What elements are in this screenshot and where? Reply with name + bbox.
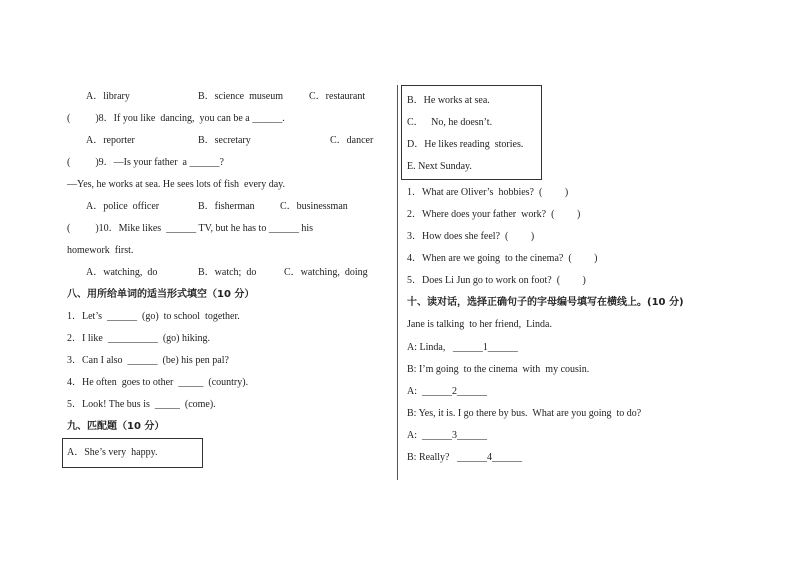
q7-option-b: B．science museum [198, 91, 283, 102]
section8-item: 1．Let’s ______ (go) to school together. [67, 311, 240, 322]
match-question: 4．When are we going to the cinema? ( ) [407, 253, 598, 264]
q10-option-c: C．watching, doing [284, 267, 368, 278]
q10-option-b: B．watch; do [198, 267, 257, 278]
match-option-a: A．She’s very happy. [67, 447, 158, 458]
q8-option-c: C．dancer [330, 135, 374, 146]
match-option: B．He works at sea. [407, 95, 490, 106]
q9-stem: ( )9．—Is your father a ______? [67, 157, 224, 168]
section9-title: 九、匹配题（10 分） [67, 421, 165, 432]
dialogue-intro: Jane is talking to her friend, Linda. [407, 319, 552, 330]
q7-option-c: C．restaurant [309, 91, 366, 102]
q10-option-a: A．watching, do [86, 267, 158, 278]
match-question: 3．How does she feel? ( ) [407, 231, 535, 242]
q9-option-b: B．fisherman [198, 201, 255, 212]
q7-option-a: A．library [86, 91, 130, 102]
q8-option-b: B．secretary [198, 135, 251, 146]
match-question: 5．Does Li Jun go to work on foot? ( ) [407, 275, 586, 286]
q9-option-c: C．businessman [280, 201, 348, 212]
section8-item: 2．I like __________ (go) hiking. [67, 333, 211, 344]
q9-option-a: A．police officer [86, 201, 160, 212]
dialogue-line: B: Really? ______4______ [407, 452, 522, 463]
match-option: E. Next Sunday. [407, 161, 472, 172]
q10-stem-cont: homework first. [67, 245, 134, 256]
q8-option-a: A．reporter [86, 135, 135, 146]
section8-item: 3．Can I also ______ (be) his pen pal? [67, 355, 229, 366]
match-option: C． No, he doesn’t. [407, 117, 493, 128]
dialogue-line: A: ______2______ [407, 386, 487, 397]
section8-item: 4．He often goes to other _____ (country). [67, 377, 249, 388]
q8-stem: ( )8．If you like dancing, you can be a ______. [67, 113, 285, 124]
section8-item: 5．Look! The bus is _____ (come). [67, 399, 216, 410]
dialogue-line: B: I’m going to the cinema with my cousin. [407, 364, 590, 375]
dialogue-line: B: Yes, it is. I go there by bus. What are you going to do? [407, 408, 642, 419]
match-question: 2．Where does your father work? ( ) [407, 209, 581, 220]
dialogue-line: A: Linda, ______1______ [407, 342, 518, 353]
q9-answer: —Yes, he works at sea. He sees lots of fish every day. [67, 179, 286, 190]
section8-title: 八、用所给单词的适当形式填空（10 分） [67, 289, 255, 300]
q10-stem: ( )10．Mike likes ______ TV, but he has to ______ his [67, 223, 314, 234]
dialogue-line: A: ______3______ [407, 430, 487, 441]
section10-title: 十、读对话，选择正确句子的字母编号填写在横线上。(10 分) [407, 297, 684, 308]
column-divider [397, 85, 398, 480]
match-question: 1．What are Oliver’s hobbies? ( ) [407, 187, 569, 198]
match-option: D．He likes reading stories. [407, 139, 524, 150]
